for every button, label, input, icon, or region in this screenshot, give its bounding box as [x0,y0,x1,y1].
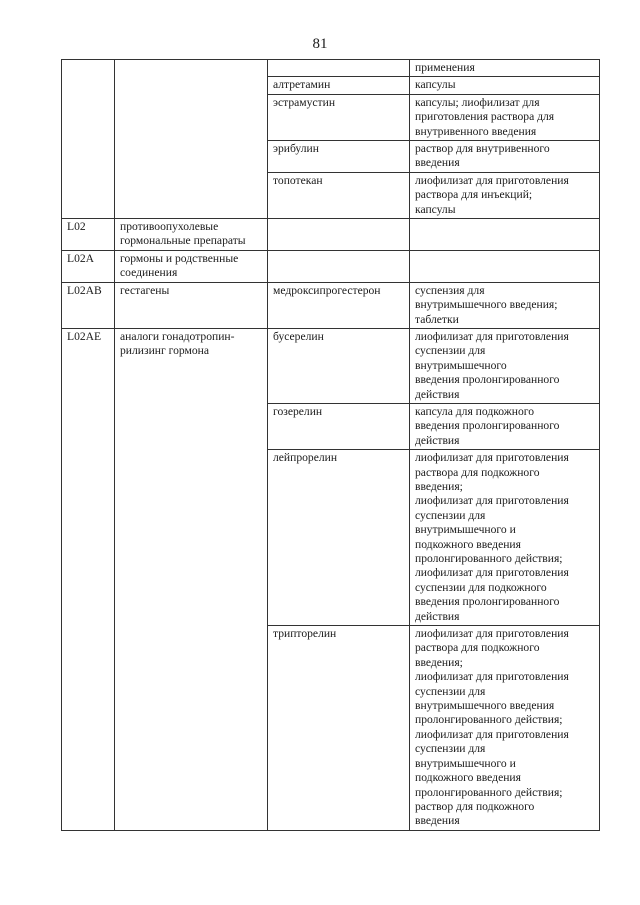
drug-name-cell: бусерелин [268,328,410,403]
drug-name-cell: медроксипрогестерон [268,282,410,328]
group-name-cell: гормоны и родственные соединения [115,250,268,282]
dosage-form-cell: капсулы [410,77,600,94]
atc-code-cell: L02 [62,219,115,251]
table-row [62,282,600,328]
table-row [62,219,600,251]
atc-code-cell: L02AE [62,328,115,830]
dosage-form-cell: лиофилизат для приготовления раствора для инъекций; капсулы [410,172,600,218]
drug-name-cell: гозерелин [268,403,410,449]
dosage-form-cell: лиофилизат для приготовления суспензии для внутримышечного введения пролонгированного действия [410,328,600,403]
drug-name-cell [268,219,410,251]
drug-name-cell: эстрамустин [268,94,410,140]
page-number: 81 [312,36,328,52]
drug-name-cell: лейпрорелин [268,450,410,626]
drug-name-cell: трипторелин [268,626,410,831]
group-name-cell: противоопухолевые гормональные препараты [115,219,268,251]
dosage-form-cell: суспензия для внутримышечного введения; таблетки [410,282,600,328]
drug-name-cell: алтретамин [268,77,410,94]
dosage-form-cell: капсулы; лиофилизат для приготовления раствора для внутривенного введения [410,94,600,140]
drug-name-cell: топотекан [268,172,410,218]
dosage-form-cell: лиофилизат для приготовления раствора для подкожного введения; лиофилизат для приготовления суспензии для внутримышечного введения пролонгированного действия; лиофилизат для приготовления суспензии для внутримышечного и подкожного введения пролонгированного действия; раствор для подкожного введения [410,626,600,831]
table-row [62,60,600,77]
group-name-cell [115,60,268,219]
dosage-form-cell [410,250,600,282]
dosage-form-cell: капсула для подкожного введения пролонгированного действия [410,403,600,449]
group-name-cell: аналоги гонадотропин- рилизинг гормона [115,328,268,830]
atc-code-cell: L02A [62,250,115,282]
dosage-form-cell: раствор для внутривенного введения [410,141,600,173]
table-row [62,250,600,282]
drug-table [61,59,600,831]
table-row [62,328,600,403]
dosage-form-cell: лиофилизат для приготовления раствора для подкожного введения; лиофилизат для приготовления суспензии для внутримышечного и подкожного введения пролонгированного действия; лиофилизат для приготовления суспензии для подкожного введения пролонгированного действия [410,450,600,626]
dosage-form-cell [410,219,600,251]
drug-name-cell [268,250,410,282]
dosage-form-cell: применения [410,60,600,77]
drug-name-cell [268,60,410,77]
group-name-cell: гестагены [115,282,268,328]
atc-code-cell: L02AB [62,282,115,328]
drug-name-cell: эрибулин [268,141,410,173]
atc-code-cell [62,60,115,219]
